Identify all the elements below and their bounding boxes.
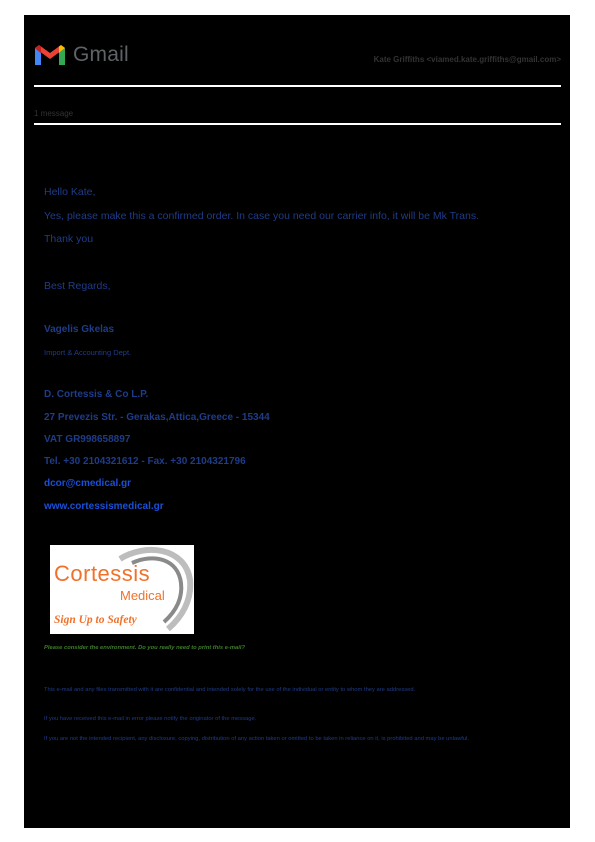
disclaimer-error: If you have received this e-mail in error please notify the originator of the message. (44, 716, 257, 722)
logo-text-cortessis: Cortessis (54, 561, 151, 586)
email-closing: Best Regards, (44, 280, 111, 292)
signature-email-link[interactable]: dcor@cmedical.gr (44, 478, 132, 489)
disclaimer-confidential: This e-mail and any files transmitted with it are confidential and intended solely for the use of the individual or entity to whom they are addressed. (44, 687, 416, 693)
environment-note: Please consider the environment. Do you really need to print this e-mail? (44, 645, 246, 651)
email-page (24, 15, 570, 828)
signature-vat: VAT GR998658897 (44, 434, 131, 445)
signature-name: Vagelis Gkelas (44, 324, 115, 335)
sender-address: Kate Griffiths <viamed.kate.griffiths@gmail.com> (373, 55, 561, 64)
gmail-envelope-icon (34, 43, 66, 67)
logo-tagline: Sign Up to Safety (54, 614, 137, 626)
gmail-logo[interactable] (34, 43, 129, 67)
signature-department: Import & Accounting Dept. (44, 348, 132, 357)
logo-text-medical: Medical (120, 588, 165, 603)
signature-company: D. Cortessis & Co L.P. (44, 389, 149, 400)
message-count: 1 message (34, 109, 74, 118)
email-body-line: Yes, please make this a confirmed order. In case you need our carrier info, it will be Mk Trans. (44, 210, 479, 222)
email-thanks: Thank you (44, 233, 94, 245)
header-divider (34, 85, 561, 87)
email-greeting: Hello Kate, (44, 186, 96, 198)
signature-address: 27 Prevezis Str. - Gerakas,Attica,Greece - 15344 (44, 412, 270, 423)
signature-website-link[interactable]: www.cortessismedical.gr (44, 501, 164, 512)
signature-phone: Tel. +30 2104321612 - Fax. +30 2104321796 (44, 456, 246, 467)
cortessis-logo (50, 545, 194, 634)
gmail-wordmark: Gmail (73, 43, 129, 66)
message-divider (34, 123, 561, 125)
disclaimer-prohibited: If you are not the intended recipient, any disclosure, copying, distribution of any action taken or omitted to be taken in reliance on it, is prohibited and may be unlawful. (44, 736, 470, 742)
